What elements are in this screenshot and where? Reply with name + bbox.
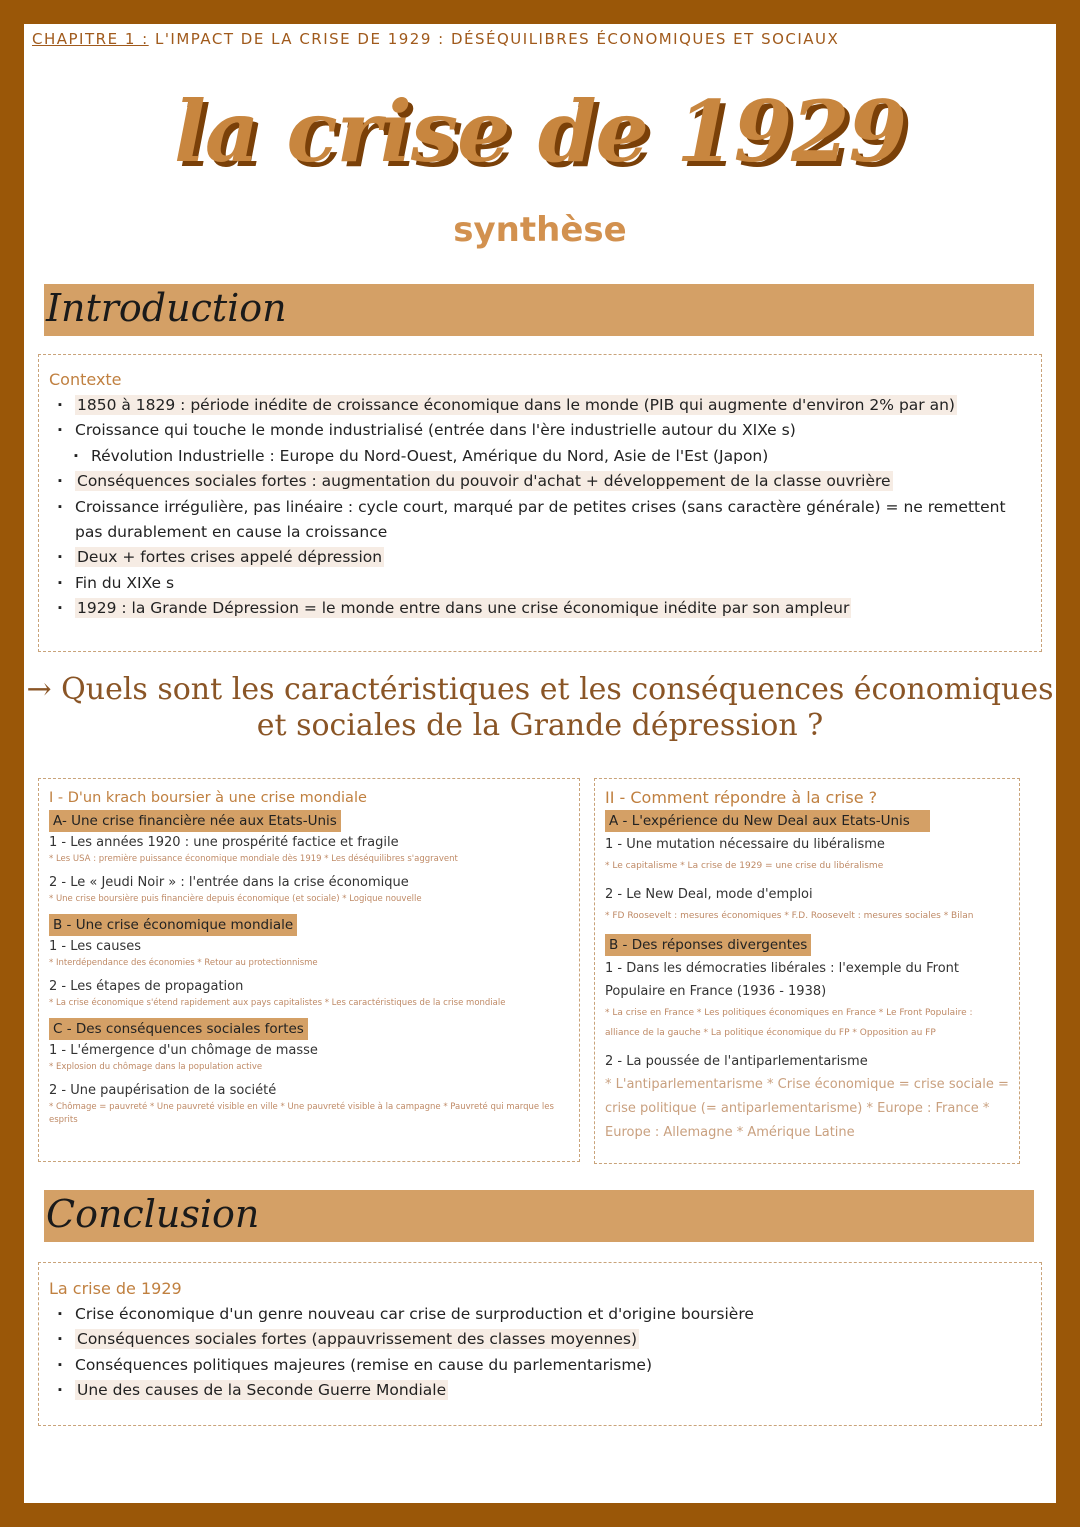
part1-a2: 2 - Le « Jeudi Noir » : l'entrée dans la crise économique <box>49 875 409 890</box>
part2-a2: 2 - Le New Deal, mode d'emploi <box>605 887 813 902</box>
context-list <box>49 393 1031 622</box>
part1-title: I - D'un krach boursier à une crise mondiale <box>49 790 367 806</box>
part1-a-title: A- Une crise financière née aux Etats-Unis <box>49 810 341 832</box>
list-item: · Croissance irrégulière, pas linéaire : cycle court, marqué par de petites crises (sans caractère générale) = ne remettent pas durablement en cause la croissance <box>49 495 1031 546</box>
part1-c2: 2 - Une paupérisation de la société <box>49 1083 277 1098</box>
list-item: · Deux + fortes crises appelé dépression <box>49 545 1031 570</box>
chapter-header <box>32 30 839 48</box>
part1-c-title: C - Des conséquences sociales fortes <box>49 1018 308 1040</box>
context-title: Contexte <box>49 370 122 389</box>
chapter-number: CHAPITRE 1 : <box>32 30 149 48</box>
subtitle: synthèse <box>453 210 627 250</box>
part2-b2: 2 - La poussée de l'antiparlementarisme <box>605 1054 868 1069</box>
introduction-band <box>44 284 1034 336</box>
part1-b2: 2 - Les étapes de propagation <box>49 979 244 994</box>
chapter-title: L'IMPACT DE LA CRISE DE 1929 : DÉSÉQUILIBRES ÉCONOMIQUES ET SOCIAUX <box>148 30 840 48</box>
list-item: · 1850 à 1829 : période inédite de croissance économique dans le monde (PIB qui augmente d'environ 2% par an) <box>49 393 1031 418</box>
introduction-heading: Introduction <box>46 286 287 330</box>
plan-part-1 <box>38 778 580 1162</box>
part2-b-title: B - Des réponses divergentes <box>605 934 811 956</box>
conclusion-heading: Conclusion <box>46 1192 260 1236</box>
list-item: · Croissance qui touche le monde industrialisé (entrée dans l'ère industrielle autour du XIXe s) <box>49 418 1031 443</box>
part1-a1: 1 - Les années 1920 : une prospérité factice et fragile <box>49 835 399 850</box>
part2-a2-note: * FD Roosevelt : mesures économiques * F.D. Roosevelt : mesures sociales * Bilan <box>605 911 974 921</box>
part1-c1: 1 - L'émergence d'un chômage de masse <box>49 1043 318 1058</box>
list-item: · Fin du XIXe s <box>49 571 1031 596</box>
part2-a1-note: * Le capitalisme * La crise de 1929 = une crise du libéralisme <box>605 861 884 871</box>
part2-b1: 1 - Dans les démocraties libérales : l'exemple du Front Populaire en France (1936 - 1938) <box>605 961 960 999</box>
part1-b-title: B - Une crise économique mondiale <box>49 914 297 936</box>
plan-part-2 <box>594 778 1020 1164</box>
list-item: · Conséquences sociales fortes : augmentation du pouvoir d'achat + développement de la classe ouvrière <box>49 469 1031 494</box>
part1-c1-note: * Explosion du chômage dans la population active <box>49 1062 263 1072</box>
conclusion-box <box>38 1262 1042 1426</box>
list-item: · 1929 : la Grande Dépression = le monde entre dans une crise économique inédite par son ampleur <box>49 596 1031 621</box>
page <box>24 24 1056 1503</box>
part1-b1-note: * Interdépendance des économies * Retour au protectionnisme <box>49 958 318 968</box>
part1-b2-note: * La crise économique s'étend rapidement aux pays capitalistes * Les caractéristiques de la crise mondiale <box>49 998 506 1008</box>
conclusion-band <box>44 1190 1034 1242</box>
list-item: · Conséquences sociales fortes (appauvrissement des classes moyennes) <box>49 1327 1031 1352</box>
part2-a1: 1 - Une mutation nécessaire du libéralisme <box>605 837 885 852</box>
part1-c2-note: * Chômage = pauvreté * Une pauvreté visible en ville * Une pauvreté visible à la campagne * Pauvreté qui marque les esprits <box>49 1102 554 1125</box>
list-item: · Crise économique d'un genre nouveau car crise de surproduction et d'origine boursière <box>49 1302 1031 1327</box>
list-item: · Révolution Industrielle : Europe du Nord-Ouest, Amérique du Nord, Asie de l'Est (Japon) <box>49 444 1031 469</box>
context-box <box>38 354 1042 652</box>
part2-b2-note: * L'antiparlementarisme * Crise économique = crise sociale = crise politique (= antiparlementarisme) * Europe : France * Europe : Allemagne * Amérique Latine <box>605 1077 1009 1140</box>
conclusion-list <box>49 1302 1031 1404</box>
list-item: · Une des causes de la Seconde Guerre Mondiale <box>49 1378 1031 1403</box>
part1-a1-note: * Les USA : première puissance économique mondiale dès 1919 * Les déséquilibres s'aggravent <box>49 854 458 864</box>
list-item: · Conséquences politiques majeures (remise en cause du parlementarisme) <box>49 1353 1031 1378</box>
part1-a2-note: * Une crise boursière puis financière depuis économique (et sociale) * Logique nouvelle <box>49 894 422 904</box>
part2-a-title: A - L'expérience du New Deal aux Etats-Unis <box>605 810 930 832</box>
problem-question: → Quels sont les caractéristiques et les conséquences économiques et sociales de la Grande dépression ? <box>26 672 1054 743</box>
main-title: la crise de 1929 <box>173 82 907 181</box>
part2-title: II - Comment répondre à la crise ? <box>605 788 878 807</box>
part2-b1-note: * La crise en France * Les politiques économiques en France * Le Front Populaire : alliance de la gauche * La politique économique du FP * Opposition au FP <box>605 1008 973 1038</box>
conclusion-title: La crise de 1929 <box>49 1279 182 1298</box>
part1-b1: 1 - Les causes <box>49 939 142 954</box>
